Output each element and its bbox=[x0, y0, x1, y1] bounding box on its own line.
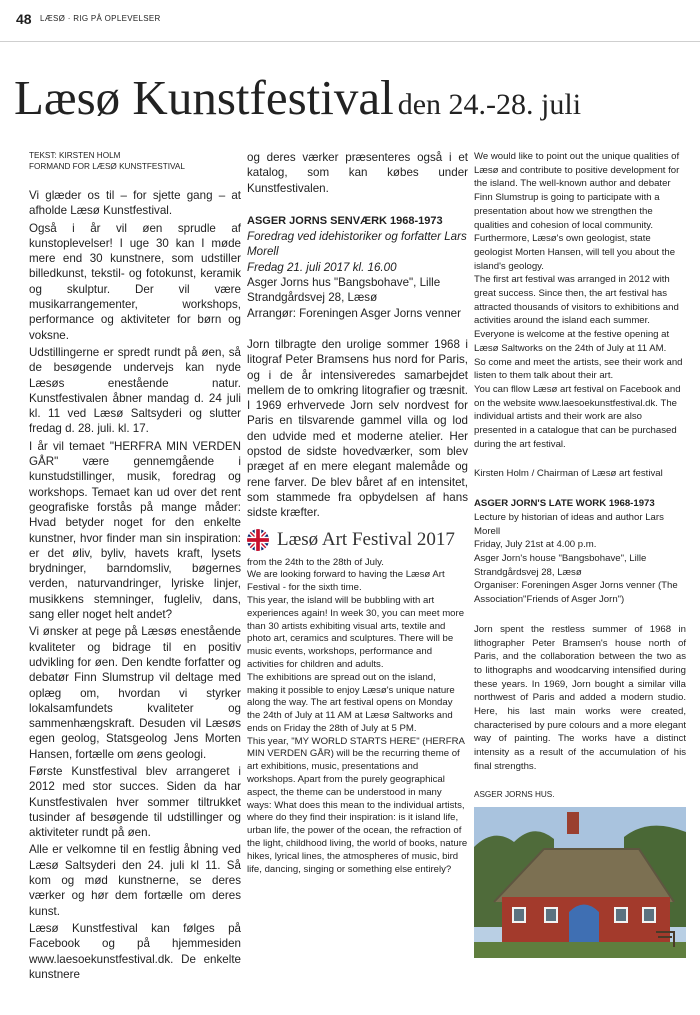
paragraph: So come and meet the artists, see their work and listen to them talk about their art. bbox=[474, 356, 683, 382]
paragraph: The first art festival was arranged in 2012 with great success. Since then, the art festival has attracted thousands of visitors to exhibitions and activities around the island each summer. Everyone is welcome at the festive opening at Læsø Saltworks on the 24th of July at 11 AM. bbox=[474, 274, 679, 354]
byline-role: FORMAND FOR LÆSØ KUNSTFESTIVAL bbox=[29, 162, 185, 171]
photo-caption: ASGER JORNS HUS. bbox=[474, 789, 555, 799]
paragraph: Læsø Kunstfestival kan følges på Facebook og på hjemmesiden www.laesoekunstfestival.dk. De enkelte kunstnere bbox=[29, 921, 241, 981]
event-heading: ASGER JORN'S LATE WORK 1968-1973 bbox=[474, 498, 655, 510]
event-organizer: Organiser: Foreningen Asger Jorns venner (The Association"Friends of Asger Jorn") bbox=[474, 580, 678, 606]
signature: Kirsten Holm / Chairman of Læsø art festival bbox=[474, 468, 663, 480]
paragraph: The exhibitions are spread out on the island, making it possible to enjoy Læsø's unique nature along the way. The art festival opens on Monday the 24th of July at 11 AM at Læsø Saltworks and ends on Friday the 28th of July at 5 PM. bbox=[247, 671, 455, 734]
paragraph: We would like to point out the unique qualities of Læsø and contribute to positive development for the island. The well-known author and debater Finn Slumstrup is going to participate with a presentation about how we strengthen the qualities and cohesion of local community. Furthermore, Læsø's own geologist, state geologist Morten Hansen, will tell you about the island's geology. bbox=[474, 151, 680, 272]
page-number: 48 bbox=[16, 11, 32, 27]
event-subtitle: Lecture by historian of ideas and author Lars Morell bbox=[474, 511, 664, 537]
paragraph: We are looking forward to having the Læsø Art Festival - for the sixth time. bbox=[247, 569, 445, 594]
title-dates: den 24.-28. juli bbox=[397, 88, 582, 121]
byline bbox=[29, 150, 241, 172]
paragraph: Jorn tilbragte den urolige sommer 1968 i litograf Peter Bramsens hus nord for Paris, og i de år intensiveredes samarbejdet mellem de to omkring litografier og træsnit. I 1969 erhvervede Jorn selv nordvest for Paris en tilsvarende gammel villa og lod den udvide med et moderne atelier. Her opstod de sidste hovedværker, som blev præget af en mere elegant malemåde og rene farver. De blev båret af en intensitet, som stammede fra opbydelsen af hans sidste kræfter. bbox=[247, 337, 468, 520]
paragraph: Udstillingerne er spredt rundt på øen, så de besøgende undervejs kan nyde Læsøs enestående natur. Kunstfestivalen åbner mandag d. 24 juli kl. 11 ved Læsø Saltsyderi og slutter fredag d. 28. juli. kl. 17. bbox=[29, 345, 241, 436]
event-venue: Asger Jorn's house "Bangsbohave", Lille Strandgårdsvej 28, Læsø bbox=[474, 552, 647, 578]
event-organizer: Arrangør: Foreningen Asger Jorns venner bbox=[247, 306, 461, 320]
paragraph: You can fllow Læsø art festival on Facebook and on the website www.laesoekunstfestival.dk. The individual artists and their work are also presented in a catalogue that can be purchased during the art festival. bbox=[474, 383, 681, 450]
event-subtitle: Foredrag ved idehistoriker og forfatter Lars Morell bbox=[247, 230, 467, 259]
festival-heading bbox=[247, 529, 468, 551]
column-2 bbox=[247, 150, 468, 876]
byline-author: TEKST: KIRSTEN HOLM bbox=[29, 151, 121, 160]
title-main: Læsø Kunstfestival bbox=[14, 70, 394, 125]
column-1 bbox=[29, 150, 241, 984]
paragraph: I år vil temaet "HERFRA MIN VERDEN GÅR" være gennemgående i kunstudstillinger, musik, foredrag og workshops. Temaet kan ud over det rent geografiske forstås på mange måder: Hvad betyder noget for den enkelte kunstner, hvor finder man sin inspiration: er det øliv, byliv, havets kraft, lysets brydninger, barndomsliv, bøgernes verden, naturvandringer, lyriske linjer, musikkens stemninger, fugleliv, dans, sang eller noget helt andet? bbox=[29, 439, 241, 622]
english-text bbox=[247, 557, 468, 877]
festival-title: Læsø Art Festival 2017 bbox=[277, 528, 455, 550]
paragraph: Vi glæder os til – for sjette gang – at afholde Læsø Kunstfestival. bbox=[29, 189, 241, 218]
paragraph: Vi ønsker at pege på Læsøs enestående kvaliteter og bidrage til en positiv udvikling for øen. Den kendte forfatter og debatør Finn Slumstrup vil deltage med oplæg om, hvordan vi styrker lokalsamfundets kvaliteter og sammenhængskraft. Desuden vil Læsøs egen geolog, Statsgeolog Jens Morten Hansen, fortælle om øens geologi. bbox=[29, 625, 241, 761]
paragraph: This year, "MY WORLD STARTS HERE" (HERFRA MIN VERDEN GÅR) will be the recurring theme of art exhibitions, music, presentations and workshops. Apart from the purely geographical aspect, the theme can be understood in many ways: What does this mean to the individual artists, where do they find their inspiration: is it island life, urban life, the power of the ocean, the refraction of the light, childhood living, the world of books, nature hikes, lyrical lines, the atmospheres of music, bird life, dancing, singing or something else entirely? bbox=[247, 735, 468, 875]
paragraph: Alle er velkomne til en festlig åbning ved Læsø Saltsyderi den 24. juli kl 11. Så kom og mød kunstnerne, se deres værker og hør dem fortælle om deres kunst. bbox=[29, 843, 241, 918]
paragraph: from the 24th to the 28th of July. bbox=[247, 556, 384, 568]
paragraph: Jorn spent the restless summer of 1968 in lithographer Peter Bramsen's house north of Paris, and the collaboration between the two as to lithographs and woodcarving intensified during these years. In 1969, Jorn bought a similar villa northwest of Paris and added a modern studio. Here, his last main works were created, characterised by pure colours and a more elegant way of painting. The works have a distinct intensity as a result of the accumulation of his final strengths. bbox=[474, 623, 686, 772]
paragraph: Første Kunstfestival blev arrangeret i 2012 med stor succes. Siden da har Kunstfestivalen hver sommer tiltrukket tusinder af besøgende til udstillinger og aktiviteter rundt på øen. bbox=[29, 764, 241, 840]
paragraph: og deres værker præsenteres også i et katalog, som kan købes under Kunstfestivalen. bbox=[247, 151, 468, 195]
page-header bbox=[0, 0, 700, 42]
article-title bbox=[14, 69, 694, 126]
paragraph: Også i år vil øen sprudle af kunstoplevelser! I uge 30 kan I møde mere end 30 kunstnere, som udstiller billedkunst, tekstil- og fotokunst, keramik og skulptur. Der vil være musikarrangementer, workshops, performance og aktiviteter for børn og voksne. bbox=[29, 221, 241, 342]
paragraph: This year, the island will be bubbling with art experiences again! In week 30, you can meet more than 30 artists exhibiting visual arts, textile and photo art, ceramics and sculptures. There will be music events, workshops, performance and activities for children and adults. bbox=[247, 594, 465, 670]
union-jack-icon bbox=[247, 529, 269, 551]
event-datetime: Friday, July 21st at 4.00 p.m. bbox=[474, 539, 597, 551]
section-label: LÆSØ · RIG PÅ OPLEVELSER bbox=[40, 14, 161, 23]
column-3 bbox=[474, 150, 686, 958]
event-venue: Asger Jorns hus "Bangsbohave", Lille Strandgårdsvej 28, Læsø bbox=[247, 276, 441, 305]
event-datetime: Fredag 21. juli 2017 kl. 16.00 bbox=[247, 260, 397, 274]
house-photo bbox=[474, 807, 686, 958]
event-heading: ASGER JORNS SENVÆRK 1968-1973 bbox=[247, 214, 443, 227]
